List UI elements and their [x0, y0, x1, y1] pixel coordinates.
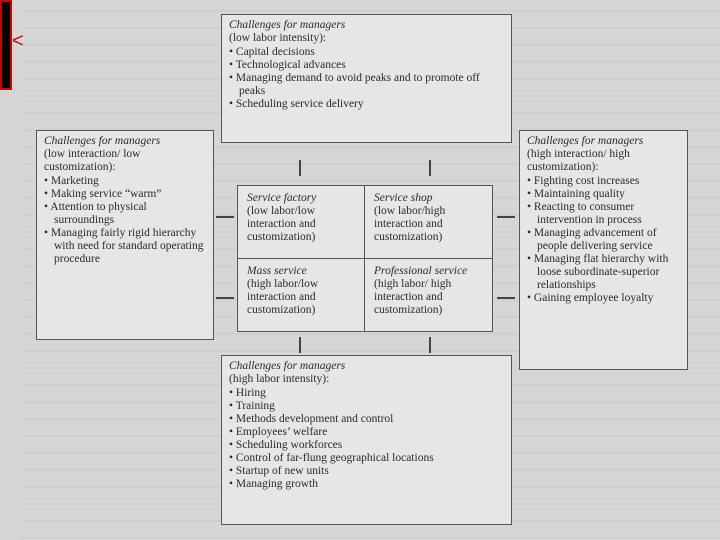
list-item: • Scheduling workforces — [229, 439, 504, 452]
arrow-up-icon — [429, 160, 431, 176]
arrow-right-icon — [497, 216, 515, 218]
list-item: • Making service “warm” — [44, 188, 206, 201]
bottom-challenges-box — [221, 355, 512, 525]
slide-marker — [0, 0, 12, 90]
list-item: • Capital decisions — [229, 46, 504, 59]
list-item: • Managing fairly rigid hierarchy with need for standard operating procedure — [44, 227, 206, 266]
arrow-down-icon — [299, 337, 301, 353]
list-item: • Managing growth — [229, 478, 504, 491]
top-challenges-box — [221, 14, 512, 143]
list-item: • Maintaining quality — [527, 188, 680, 201]
cell-name: Mass service — [247, 264, 307, 277]
list-item: • Marketing — [44, 175, 206, 188]
list-item: • Gaining employee loyalty — [527, 292, 680, 305]
challenge-list — [44, 175, 206, 266]
service-process-matrix — [237, 185, 493, 332]
cell-name: Service shop — [374, 192, 433, 204]
list-item: • Control of far-flung geographical locations — [229, 452, 504, 465]
box-title: Challenges for managers — [229, 19, 346, 31]
list-item: • Reacting to consumer intervention in process — [527, 201, 680, 227]
list-item: • Managing demand to avoid peaks and to promote off peaks — [229, 72, 504, 98]
left-challenges-box — [36, 130, 214, 340]
box-subtitle: (high interaction/ high customization): — [527, 148, 630, 173]
cell-desc: (high labor/low interaction and customization) — [247, 277, 319, 316]
challenge-list — [527, 175, 680, 305]
list-item: • Employees’ welfare — [229, 426, 504, 439]
list-item: • Scheduling service delivery — [229, 98, 504, 111]
box-title: Challenges for managers — [44, 135, 161, 147]
cell-name: Professional service — [374, 264, 468, 277]
list-item: • Hiring — [229, 387, 504, 400]
box-title: Challenges for managers — [527, 135, 644, 147]
cell-desc: (low labor/high interaction and customization) — [374, 205, 446, 243]
cell-desc: (high labor/ high interaction and customization) — [374, 277, 452, 316]
arrow-up-icon — [299, 160, 301, 176]
list-item: • Technological advances — [229, 59, 504, 72]
box-title: Challenges for managers — [229, 360, 346, 372]
matrix-cell — [238, 259, 365, 332]
matrix-cell — [365, 186, 492, 259]
list-item: • Managing flat hierarchy with loose subordinate-superior relationships — [527, 253, 680, 292]
list-item: • Methods development and control — [229, 413, 504, 426]
box-subtitle: (high labor intensity): — [229, 373, 330, 385]
matrix-cell — [365, 259, 492, 332]
list-item: • Managing advancement of people delivering service — [527, 227, 680, 253]
matrix-cell — [238, 186, 365, 259]
cell-name: Service factory — [247, 192, 317, 204]
box-subtitle: (low interaction/ low customization): — [44, 148, 141, 173]
challenge-list — [229, 46, 504, 111]
chevron-left-icon[interactable]: < — [12, 30, 24, 52]
arrow-left-icon — [216, 216, 234, 218]
challenge-list — [229, 387, 504, 491]
arrow-left-icon — [216, 297, 234, 299]
list-item: • Training — [229, 400, 504, 413]
list-item: • Fighting cost increases — [527, 175, 680, 188]
box-subtitle: (low labor intensity): — [229, 32, 327, 44]
right-challenges-box — [519, 130, 688, 370]
arrow-down-icon — [429, 337, 431, 353]
list-item: • Startup of new units — [229, 465, 504, 478]
arrow-right-icon — [497, 297, 515, 299]
list-item: • Attention to physical surroundings — [44, 201, 206, 227]
cell-desc: (low labor/low interaction and customization) — [247, 205, 316, 243]
